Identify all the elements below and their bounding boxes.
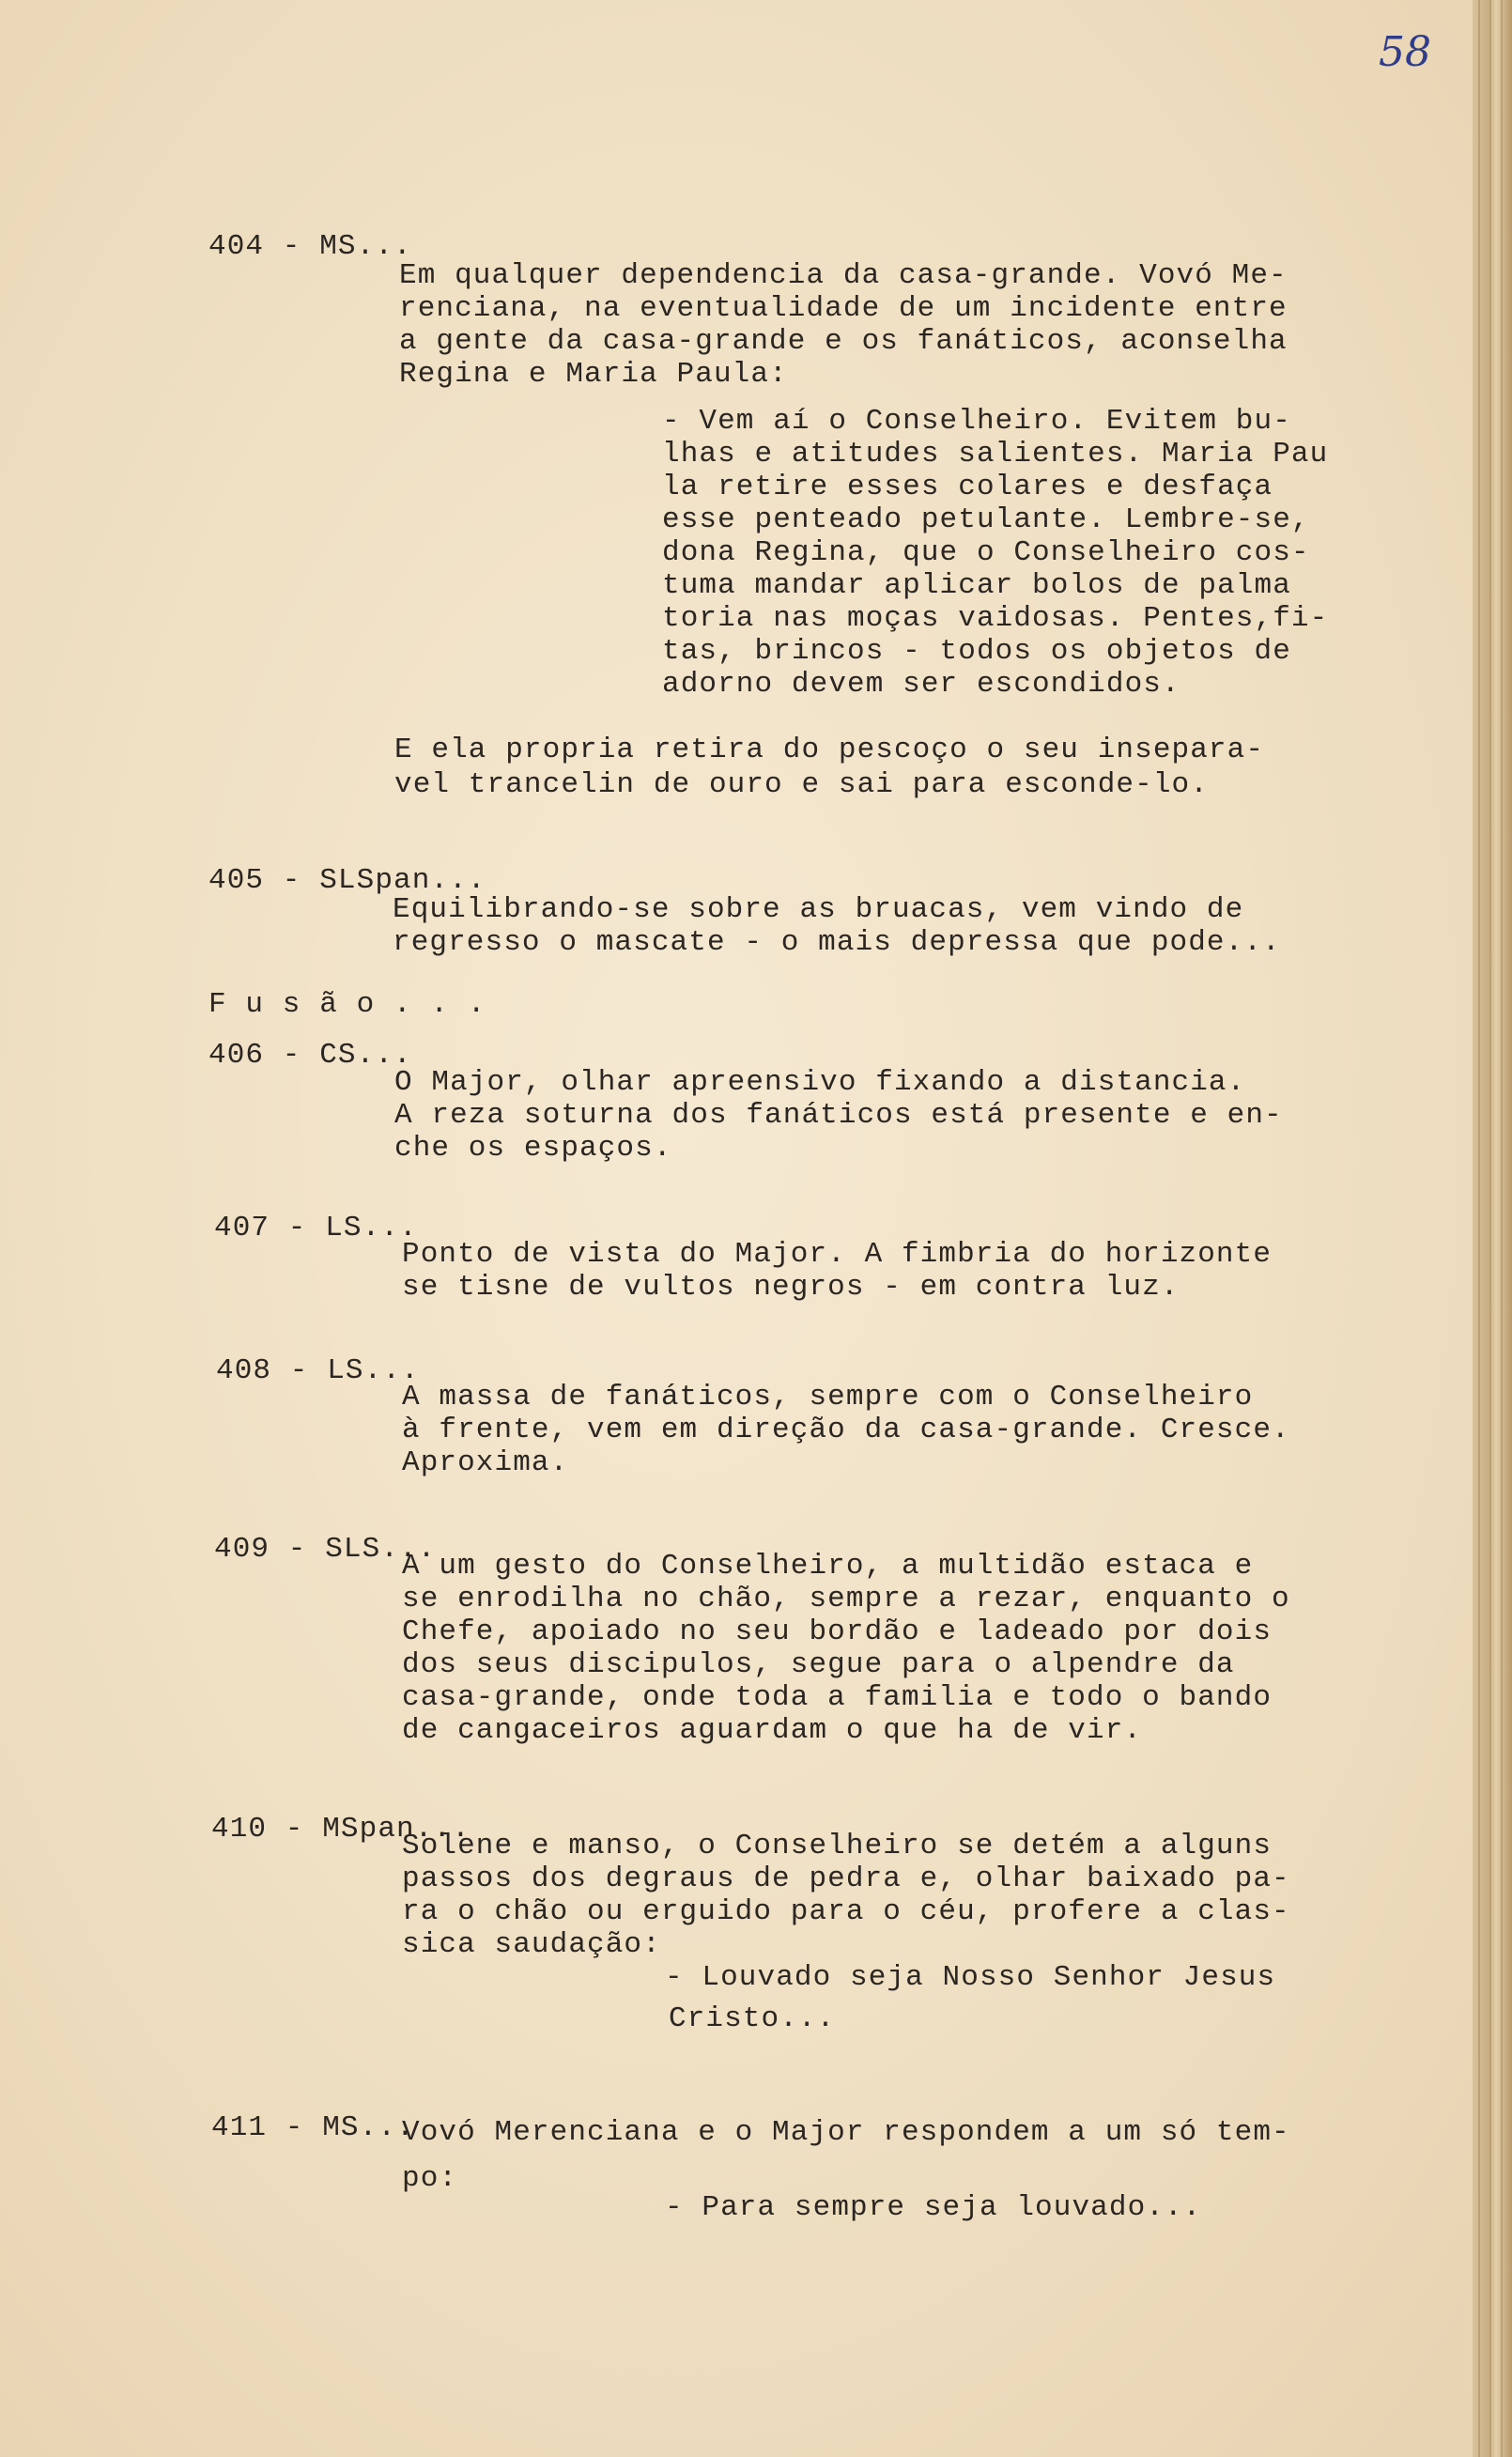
dialogue-line: - Louvado seja Nosso Senhor Jesus — [665, 1961, 1276, 1994]
text-line: Solene e manso, o Conselheiro se detém a alguns — [402, 1830, 1273, 1862]
text-line: à frente, vem em direção da casa-grande. Cresce. — [402, 1414, 1290, 1446]
text-line: se tisne de vultos negros - em contra luz. — [402, 1271, 1180, 1304]
text-line: casa-grande, onde toda a familia e todo o bando — [402, 1681, 1273, 1714]
text-line: Em qualquer dependencia da casa-grande. Vovó Me- — [399, 259, 1288, 292]
text-line: A um gesto do Conselheiro, a multidão estaca e — [402, 1550, 1254, 1583]
dialogue-line: toria nas moças vaidosas. Pentes,fi- — [662, 602, 1329, 635]
text-line: po: — [402, 2162, 458, 2195]
dialogue-line: la retire esses colares e desfaça — [662, 471, 1273, 503]
dialogue-line: esse penteado petulante. Lembre-se, — [662, 503, 1310, 536]
page-number: 58 — [1379, 28, 1431, 76]
scene-number: 411 - MS... — [211, 2111, 415, 2144]
text-line: dos seus discipulos, segue para o alpendre da — [402, 1648, 1235, 1681]
edge-line — [1501, 0, 1503, 2457]
scene-number: 409 - SLS... — [214, 1533, 437, 1566]
scene-number: 405 - SLSpan... — [208, 864, 486, 897]
scene-number: 410 - MSpan... — [211, 1813, 471, 1846]
text-line: de cangaceiros aguardam o que ha de vir. — [402, 1714, 1143, 1747]
text-line: renciana, na eventualidade de um incidente entre — [399, 292, 1288, 325]
transition-label: F u s ã o . . . — [208, 988, 486, 1021]
dialogue-line: Cristo... — [669, 2002, 836, 2035]
text-line: E ela propria retira do pescoço o seu insepara- — [394, 734, 1265, 766]
text-line: se enrodilha no chão, sempre a rezar, enquanto o — [402, 1583, 1290, 1615]
text-line: Regina e Maria Paula: — [399, 358, 788, 391]
edge-line — [1489, 0, 1491, 2457]
text-line: Aproxima. — [402, 1446, 569, 1479]
text-line: Chefe, apoiado no seu bordão e ladeado por dois — [402, 1615, 1273, 1648]
text-line: A massa de fanáticos, sempre com o Conselheiro — [402, 1381, 1254, 1414]
dialogue-line: adorno devem ser escondidos. — [662, 668, 1180, 701]
text-line: a gente da casa-grande e os fanáticos, aconselha — [399, 325, 1288, 358]
scene-number: 404 - MS... — [208, 230, 412, 263]
scene-number: 408 - LS... — [216, 1354, 420, 1387]
text-line: regresso o mascate - o mais depressa que pode... — [393, 926, 1281, 959]
dialogue-line: tas, brincos - todos os objetos de — [662, 635, 1291, 668]
text-line: Vovó Merenciana e o Major respondem a um só tem- — [402, 2116, 1290, 2149]
text-line: che os espaços. — [394, 1132, 672, 1165]
scene-number: 407 - LS... — [214, 1212, 418, 1244]
text-line: O Major, olhar apreensivo fixando a distancia. — [394, 1066, 1246, 1099]
text-line: vel trancelin de ouro e sai para esconde-lo. — [394, 768, 1209, 801]
text-line: Ponto de vista do Major. A fimbria do horizonte — [402, 1238, 1273, 1271]
dialogue-line: - Para sempre seja louvado... — [665, 2191, 1202, 2224]
text-line: A reza soturna dos fanáticos está presente e en- — [394, 1099, 1283, 1132]
dialogue-line: tuma mandar aplicar bolos de palma — [662, 569, 1291, 602]
page-stack-edge — [1473, 0, 1512, 2457]
dialogue-line: dona Regina, que o Conselheiro cos- — [662, 536, 1310, 569]
edge-line — [1478, 0, 1480, 2457]
text-line: sica saudação: — [402, 1928, 661, 1961]
scene-number: 406 - CS... — [208, 1039, 412, 1072]
text-line: ra o chão ou erguido para o céu, profere a clas- — [402, 1895, 1290, 1928]
dialogue-line: lhas e atitudes salientes. Maria Pau — [662, 438, 1329, 471]
text-line: passos dos degraus de pedra e, olhar baixado pa- — [402, 1862, 1290, 1895]
text-line: Equilibrando-se sobre as bruacas, vem vindo de — [393, 893, 1244, 926]
dialogue-line: - Vem aí o Conselheiro. Evitem bu- — [662, 405, 1291, 438]
